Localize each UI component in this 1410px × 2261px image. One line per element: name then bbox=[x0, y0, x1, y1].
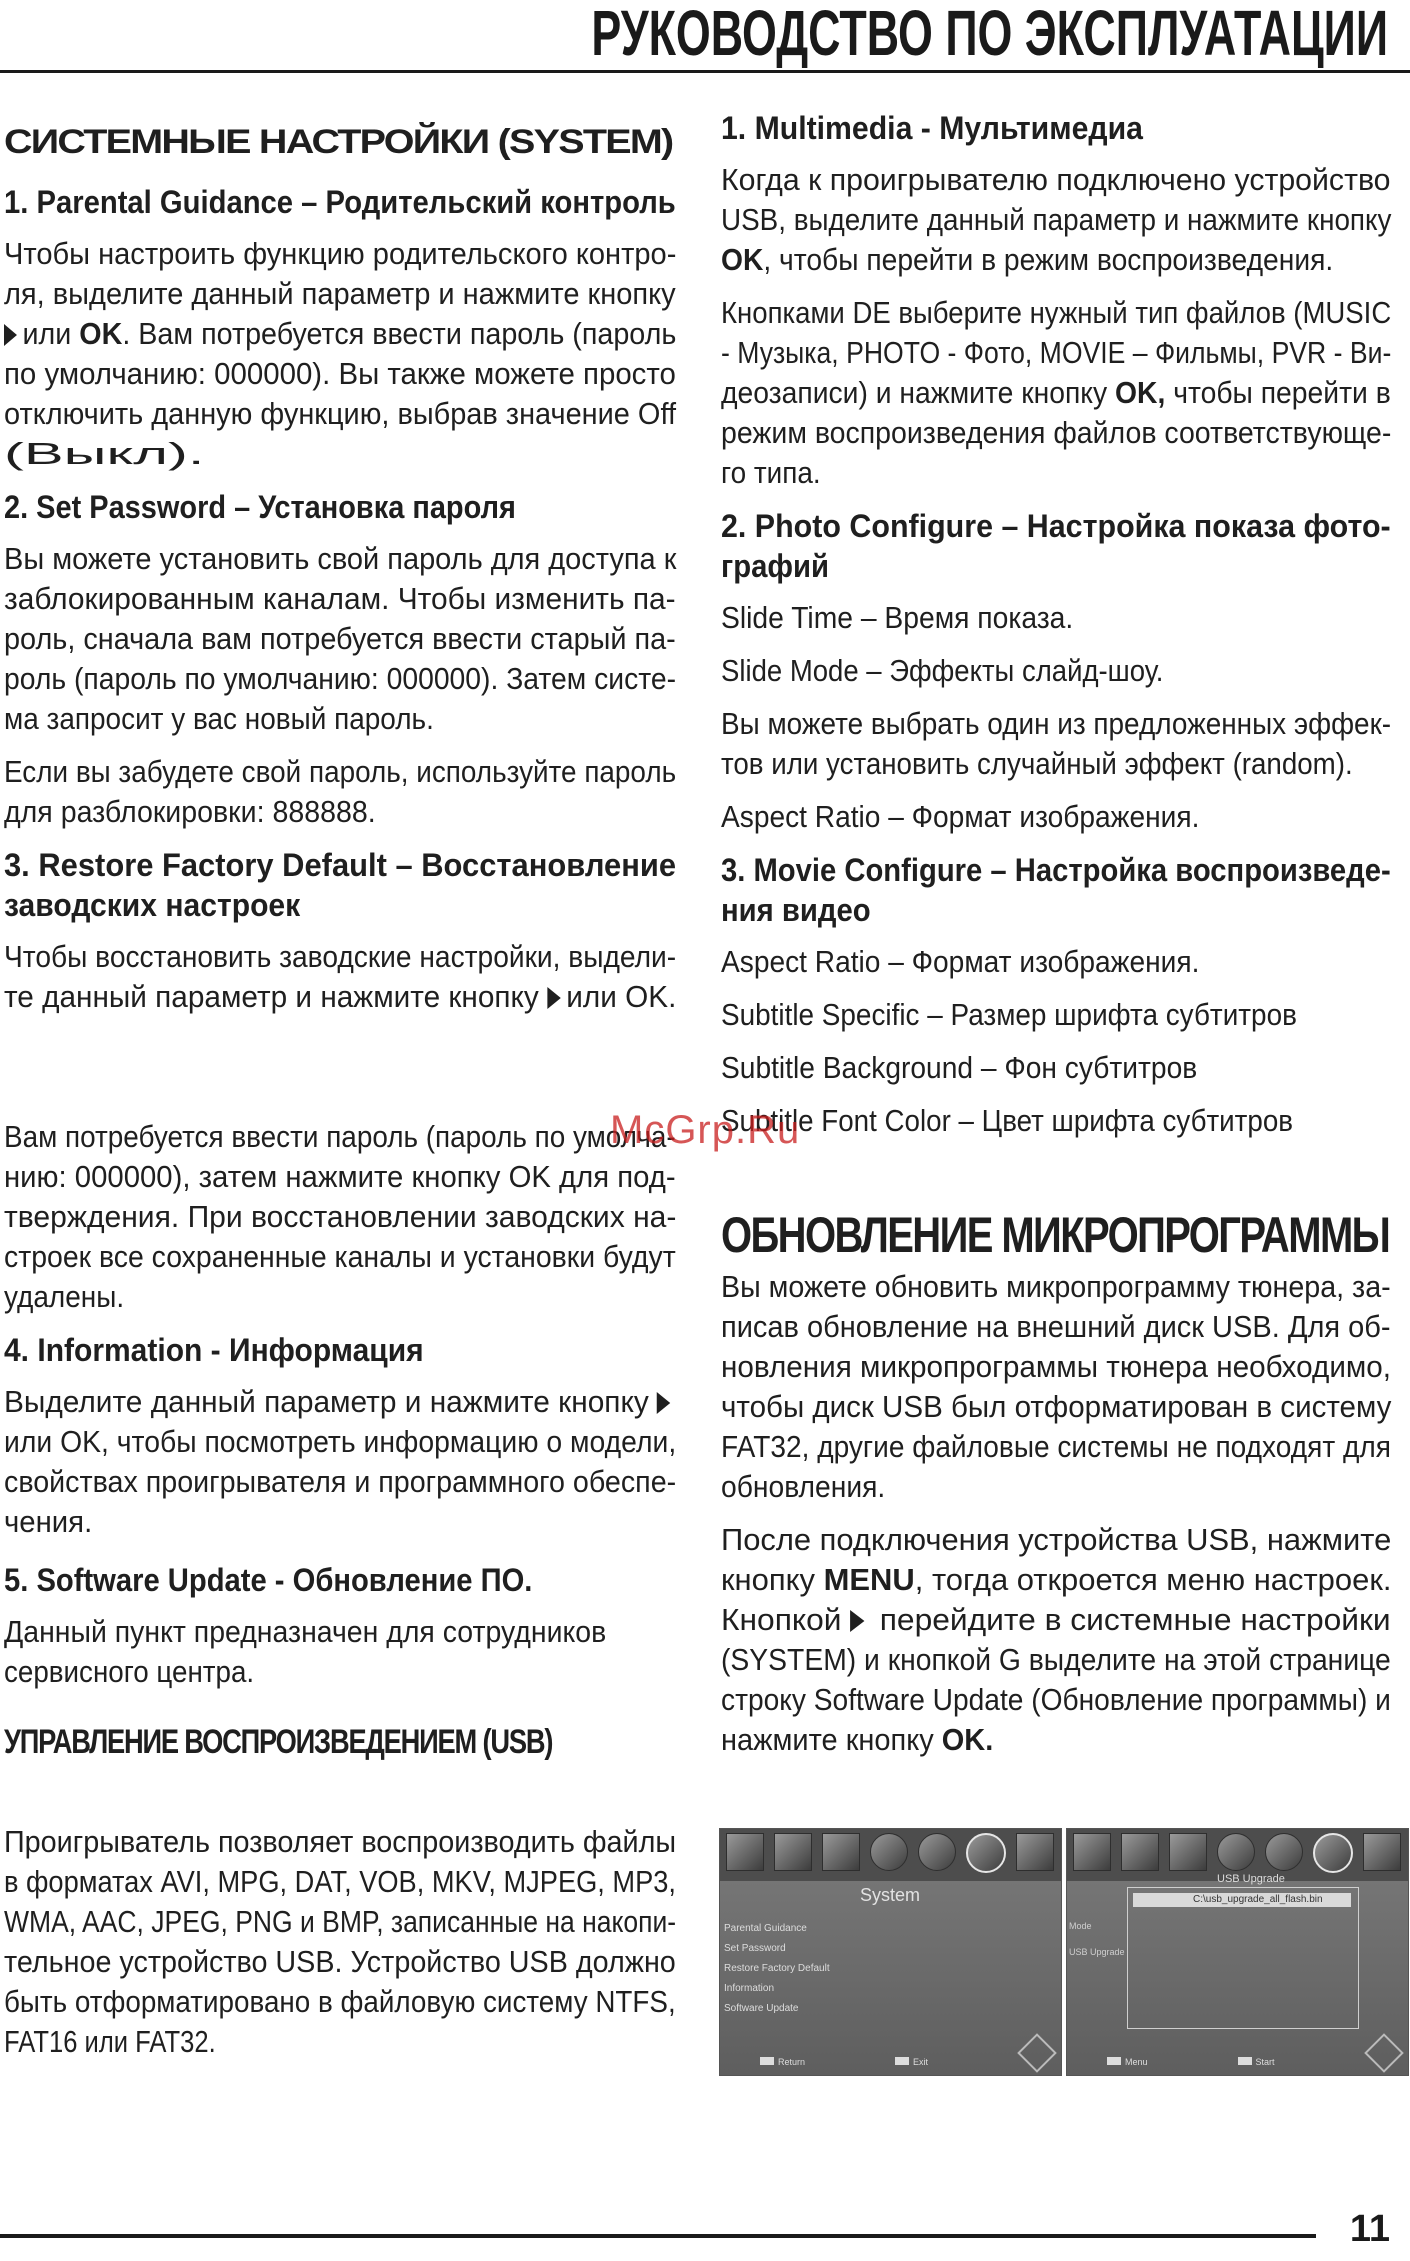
menu-item: Information bbox=[724, 1983, 775, 1994]
information-title: 4. Information - Информация bbox=[4, 1332, 424, 1368]
menu-icon-bar bbox=[720, 1829, 1061, 1881]
slide-mode-text: Slide Mode – Эффекты слайд-шоу. bbox=[721, 653, 1164, 688]
picture-icon bbox=[774, 1833, 812, 1871]
search-icon bbox=[822, 1833, 860, 1871]
search-icon bbox=[1169, 1833, 1207, 1871]
menu-item: Software Update bbox=[724, 2003, 799, 2014]
left-column bbox=[4, 112, 676, 2075]
key-icon bbox=[760, 2057, 774, 2065]
multimedia-text: Когда к проигрывателю подключено устройство USB, выделите данный параметр и нажмите кнопку OK, чтобы перейти в режим воспроизведения. bbox=[721, 162, 1392, 277]
key-hint: Menu bbox=[1107, 2057, 1148, 2067]
usb-side-labels bbox=[1069, 1913, 1125, 1965]
software-update-title: 5. Software Update - Обновление ПО. bbox=[4, 1562, 533, 1598]
multimedia-title: 1. Multimedia - Мультимедиа bbox=[721, 110, 1143, 146]
movie-configure-title: 3. Movie Configure – Настройка воспроизведе- ния видео bbox=[721, 852, 1391, 928]
set-password-title: 2. Set Password – Установка пароля bbox=[4, 489, 516, 525]
information-text: Выделите данный параметр и нажмите кнопку или OK, чтобы посмотреть информацию о модели, свойствах проигрывателя и программного обеспе- чения. bbox=[4, 1384, 677, 1539]
dpad-icon bbox=[1364, 2033, 1404, 2073]
tv-icon bbox=[726, 1833, 764, 1871]
usb-side-label: USB Upgrade bbox=[1069, 1947, 1125, 1957]
usb-icon bbox=[1016, 1833, 1054, 1871]
right-arrow-icon bbox=[547, 987, 560, 1009]
key-icon bbox=[1238, 2057, 1252, 2065]
set-password-text: Вы можете установить свой пароль для доступа к заблокированным каналам. Чтобы изменить па- роль, сначала вам потребуется ввести старый па- роль (пароль по умолчанию: 000000). Затем систе- ма запросит у вас новый пароль. bbox=[4, 541, 677, 736]
usb-playback-title: УПРАВЛЕНИЕ ВОСПРОИЗВЕДЕНИЕМ (USB) bbox=[4, 1723, 553, 1761]
forgot-password-text: Если вы забудете свой пароль, используйте пароль для разблокировки: 888888. bbox=[4, 754, 677, 829]
movie-aspect-ratio-text: Aspect Ratio – Формат изображения. bbox=[721, 944, 1200, 979]
key-hint: Start bbox=[1238, 2057, 1275, 2067]
key-hint: Exit bbox=[895, 2057, 928, 2067]
watermark-text: McGrp.Ru bbox=[610, 1108, 801, 1152]
usb-upgrade-screenshot bbox=[1066, 1828, 1409, 2076]
key-icon bbox=[1107, 2057, 1121, 2065]
key-icon bbox=[895, 2057, 909, 2065]
usb-playback-text: Проигрыватель позволяет воспроизводить файлы в форматах AVI, MPG, DAT, VOB, MKV, MJPEG, MP3, WMA, AAC, JPEG, PNG и BMP, записанные на накопи- тельное устройство USB. Устройство USB должно быть отформатировано в файловую систему NTFS, FAT16 или FAT32. bbox=[4, 1824, 677, 2059]
menu-item: Parental Guidance bbox=[724, 1923, 807, 1934]
dpad-icon bbox=[1017, 2033, 1057, 2073]
usb-key-hints bbox=[1107, 2057, 1275, 2067]
photo-configure-title: 2. Photo Configure – Настройка показа фото- графий bbox=[721, 508, 1391, 584]
system-screen-title: System bbox=[860, 1885, 921, 1905]
firmware-update-steps: После подключения устройства USB, нажмите кнопку MENU, тогда откроется меню настроек. Кнопкой перейдите в системные настройки (SYSTEM) и кнопкой G выделите на этой странице строку Software Update (Обновление программы) и нажмите кнопку OK. bbox=[721, 1522, 1392, 1757]
system-key-hints bbox=[760, 2057, 928, 2067]
usb-icon bbox=[1363, 1833, 1401, 1871]
right-arrow-icon bbox=[657, 1392, 670, 1414]
photo-aspect-ratio-text: Aspect Ratio – Формат изображения. bbox=[721, 799, 1200, 834]
multimedia-file-types-text: Кнопками DE выберите нужный тип файлов (MUSIC - Музыка, PHOTO - Фото, MOVIE – Фильмы, PVR - Ви- деозаписи) и нажмите кнопку OK, чтобы перейти в режим воспроизведения файлов соответствующе- го типа. bbox=[721, 295, 1392, 490]
right-arrow-icon bbox=[4, 324, 17, 346]
slide-time-text: Slide Time – Время показа. bbox=[721, 600, 1074, 635]
option-icon bbox=[1265, 1833, 1303, 1871]
parental-guidance-title: 1. Parental Guidance – Родительский контроль bbox=[4, 184, 676, 220]
firmware-update-title: ОБНОВЛЕНИЕ МИКРОПРОГРАММЫ bbox=[721, 1207, 1390, 1263]
right-column bbox=[721, 108, 1391, 1773]
usb-file-row: C:\usb_upgrade_all_flash.bin bbox=[1133, 1893, 1351, 1907]
page-number: 11 bbox=[1349, 2208, 1390, 2250]
right-arrow-icon bbox=[850, 1610, 864, 1632]
key-hint: Return bbox=[760, 2057, 805, 2067]
firmware-update-text: Вы можете обновить микропрограмму тюнера, за- писав обновление на внешний диск USB. Для об- новления микропрограммы тюнера необходимо, чтобы диск USB был отформатирован в систему FAT32, другие файловые системы не подходят для обновления. bbox=[721, 1269, 1392, 1504]
usb-upgrade-title: USB Upgrade bbox=[1217, 1873, 1285, 1885]
restore-factory-title: 3. Restore Factory Default – Восстановление заводских настроек bbox=[4, 847, 677, 923]
subtitle-specific-text: Subtitle Specific – Размер шрифта субтитров bbox=[721, 997, 1297, 1032]
menu-item: Restore Factory Default bbox=[724, 1963, 830, 1974]
system-gear-icon bbox=[1313, 1833, 1353, 1873]
menu-item: Set Password bbox=[724, 1943, 786, 1954]
clock-icon bbox=[870, 1833, 908, 1871]
header-rule bbox=[0, 70, 1410, 73]
usb-file-list bbox=[1127, 1887, 1359, 2029]
option-icon bbox=[918, 1833, 956, 1871]
system-settings-title: СИСТЕМНЫЕ НАСТРОЙКИ (SYSTEM) bbox=[4, 123, 673, 161]
system-gear-icon bbox=[966, 1833, 1006, 1873]
restore-factory-text: Чтобы восстановить заводские настройки, выдели- те данный параметр и нажмите кнопку или OK. bbox=[4, 939, 677, 1014]
subtitle-font-color-text: Subtitle Font Color – Цвет шрифта субтитров bbox=[721, 1103, 1293, 1138]
parental-guidance-text: Чтобы настроить функцию родительского контро- ля, выделите данный параметр и нажмите кнопку или OK. Вам потребуется ввести пароль (пароль по умолчанию: 000000). Вы также можете просто отключить данную функцию, выбрав значение Off (Выкл). bbox=[4, 236, 677, 471]
footer-rule bbox=[0, 2234, 1316, 2238]
clock-icon bbox=[1217, 1833, 1255, 1871]
page-header-title: РУКОВОДСТВО ПО ЭКСПЛУАТАЦИИ bbox=[591, 0, 1388, 69]
picture-icon bbox=[1121, 1833, 1159, 1871]
system-menu-list bbox=[724, 1919, 830, 2019]
tv-icon bbox=[1073, 1833, 1111, 1871]
software-update-text: Данный пункт предназначен для сотрудников сервисного центра. bbox=[4, 1614, 607, 1689]
usb-side-label: Mode bbox=[1069, 1921, 1092, 1931]
system-menu-screenshot bbox=[719, 1828, 1062, 2076]
subtitle-background-text: Subtitle Background – Фон субтитров bbox=[721, 1050, 1198, 1085]
menu-screenshots bbox=[719, 1828, 1409, 2076]
slide-effects-text: Вы можете выбрать один из предложенных эффек- тов или установить случайный эффект (random). bbox=[721, 706, 1392, 781]
restore-factory-warning: Вам потребуется ввести пароль (пароль по умолча- нию: 000000), затем нажмите кнопку OK для под- тверждения. При восстановлении заводских на- строек все сохраненные каналы и установки будут удалены. bbox=[4, 1119, 677, 1314]
